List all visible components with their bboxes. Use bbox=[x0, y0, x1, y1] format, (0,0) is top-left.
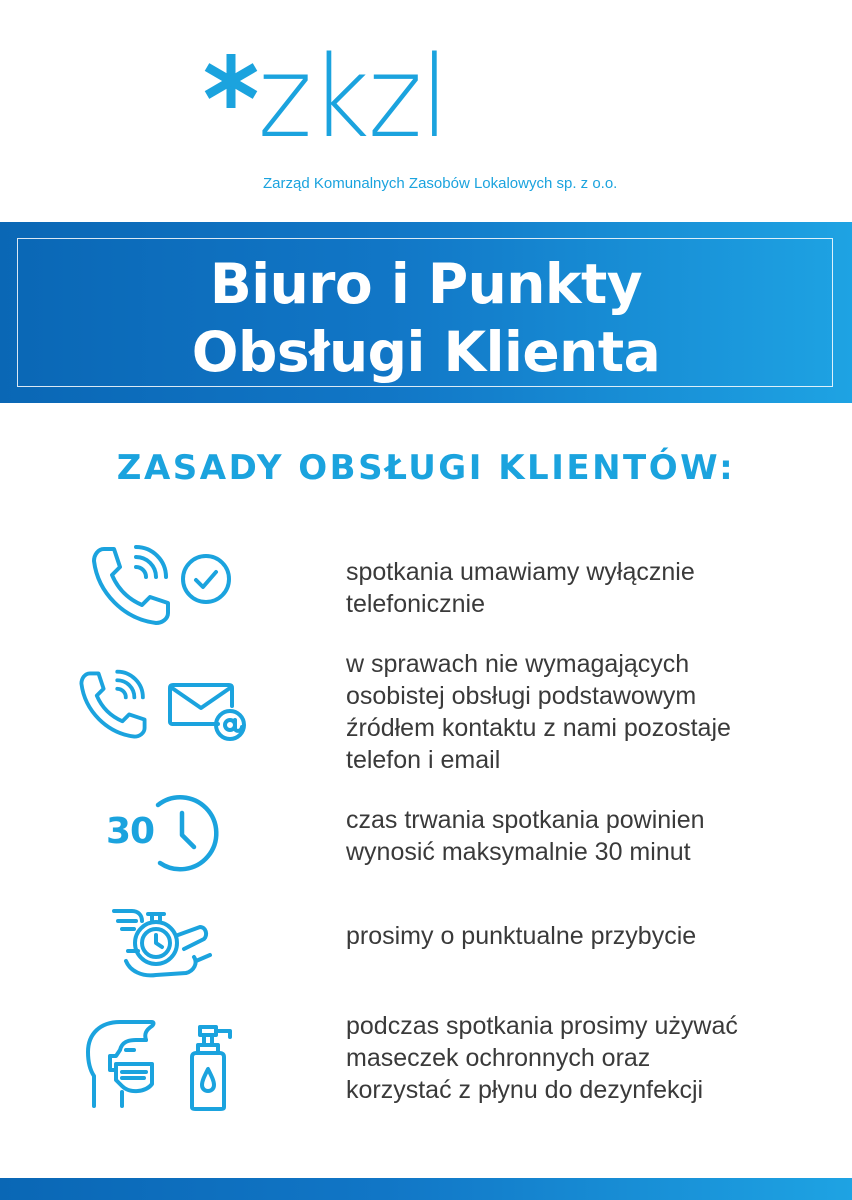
checkmark-circle-icon bbox=[180, 553, 232, 605]
rule-text-line: maseczek ochronnych oraz bbox=[346, 1044, 651, 1072]
clock-icon bbox=[140, 795, 220, 873]
rule-text-line: telefonicznie bbox=[346, 590, 485, 618]
rule-text bbox=[346, 1010, 806, 1106]
rule-text bbox=[346, 804, 806, 868]
page-title-line-2: Obsługi Klienta bbox=[191, 320, 661, 384]
rule-text-line: korzystać z płynu do dezynfekcji bbox=[346, 1076, 704, 1104]
rule-text-line: czas trwania spotkania powinien bbox=[346, 806, 705, 834]
rule-text-line: osobistej obsługi podstawowym bbox=[346, 682, 697, 710]
rule-text-line: wynosić maksymalnie 30 minut bbox=[346, 838, 691, 866]
face-mask-icon bbox=[86, 1020, 158, 1110]
footer-bar bbox=[0, 1178, 852, 1200]
rule-text-line: telefon i email bbox=[346, 746, 501, 774]
sanitizer-bottle-icon bbox=[186, 1023, 236, 1113]
rule-text-line: podczas spotkania prosimy używać bbox=[346, 1012, 738, 1040]
title-banner bbox=[0, 222, 852, 403]
rule-text-line: spotkania umawiamy wyłącznie bbox=[346, 558, 695, 586]
company-name: Zarząd Komunalnych Zasobów Lokalowych sp. z o.o. bbox=[263, 175, 618, 192]
rule-text bbox=[346, 556, 806, 620]
clock-30-label: 30 bbox=[106, 811, 155, 852]
rules-heading: ZASADY OBSŁUGI KLIENTÓW: bbox=[116, 448, 736, 488]
phone-call-icon bbox=[78, 670, 148, 740]
stopwatch-hand-icon bbox=[112, 905, 212, 983]
asterisk-icon bbox=[200, 50, 262, 112]
rule-text-line: prosimy o punktualne przybycie bbox=[346, 922, 697, 950]
page-title bbox=[0, 250, 852, 386]
logo-wordmark: zkzl bbox=[258, 33, 448, 163]
clock-30-icon bbox=[104, 795, 220, 873]
rule-text-line: źródłem kontaktu z nami pozostaje bbox=[346, 714, 731, 742]
page-title-line-1: Biuro i Punkty bbox=[209, 252, 643, 316]
rule-text-line: w sprawach nie wymagających bbox=[346, 650, 690, 678]
rule-text bbox=[346, 648, 806, 776]
email-icon bbox=[168, 682, 250, 742]
rule-text bbox=[346, 920, 806, 952]
phone-call-icon bbox=[90, 545, 172, 627]
